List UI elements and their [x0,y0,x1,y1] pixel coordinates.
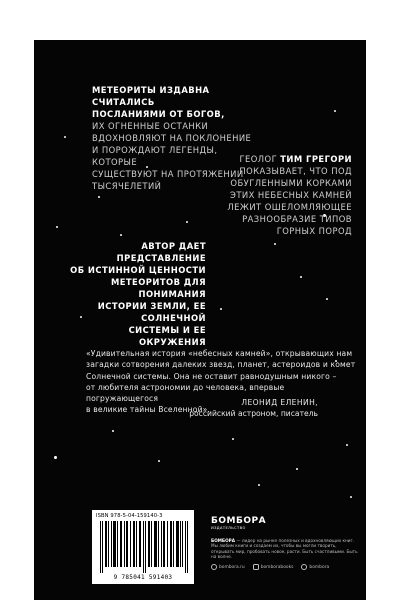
barcode-bars [100,521,188,573]
intro-heading-line-1: МЕТЕОРИТЫ ИЗДАВНА СЧИТАЛИСЬ [92,85,210,107]
author-name: ТИМ ГРЕГОРИ [280,154,352,164]
quote-attribution [189,397,318,420]
star [112,430,114,432]
author-prefix: ГЕОЛОГ [239,154,281,164]
quote-line-1: «Удивительная история «небесных камней», открывающих нам [86,349,353,358]
quote-line-3: Солнечной системы. Она не оставит равнодушным никого – [86,371,337,381]
barcode [92,510,194,584]
intro-line-4: СУЩЕСТВУЮТ НА ПРОТЯЖЕНИИ [92,169,244,179]
book-back-cover [34,40,366,600]
social-website[interactable] [211,564,245,570]
publisher-logo [211,516,266,530]
author-line-1 [212,153,352,165]
summary-line-5: СИСТЕМЫ И ЕЕ ОКРУЖЕНИЯ [128,325,206,347]
author-line-2: ПОКАЗЫВАЕТ, ЧТО ПОД [239,166,352,176]
instagram-icon [253,564,259,570]
slogan-brand: БОМБОРА [211,538,235,543]
star [98,196,100,198]
author-line-7: ГОРНЫХ ПОРОД [276,226,352,236]
star [296,468,298,470]
star [346,444,348,446]
social-telegram-text: bombora [309,564,330,570]
star [350,496,352,498]
quote-author-role: российский астроном, писатель [189,409,318,419]
author-line-3: ОБУГЛЕННЫМИ КОРКАМИ [230,178,352,188]
intro-line-5: ТЫСЯЧЕЛЕТИЙ [92,181,162,191]
star [56,226,58,228]
intro-line-3: И ПОРОЖДАЮТ ЛЕГЕНДЫ, КОТОРЫЕ [92,145,218,167]
author-line-5: ЛЕЖИТ ОШЕЛОМЛЯЮЩЕЕ [227,202,352,212]
summary-line-1: АВТОР ДАЕТ ПРЕДСТАВЛЕНИЕ [116,241,206,263]
publisher-logo-text: БОМБОРА [211,516,267,526]
star [300,276,302,278]
summary-line-4: ИСТОРИИ ЗЕМЛИ, ЕЕ СОЛНЕЧНОЙ [97,301,206,323]
intro-heading-line-2: ПОСЛАНИЯМИ ОТ БОГОВ, [92,109,225,119]
social-instagram-text: bomborabooks [260,564,294,570]
author-text-block [212,153,352,237]
summary-line-3: МЕТЕОРИТОВ ДЛЯ ПОНИМАНИЯ [110,277,206,299]
quote-line-5: в великие тайны Вселенной». [86,405,211,415]
star [258,484,260,486]
social-telegram[interactable] [301,564,329,570]
quote-line-2: загадки сотворения далеких звезд, планет, астероидов и комет [86,360,356,370]
summary-text-block [64,240,206,348]
summary-line-2: ОБ ИСТИННОЙ ЦЕННОСТИ [70,265,206,275]
star [158,460,160,462]
star [220,308,222,310]
star [54,456,57,459]
social-instagram[interactable] [253,564,294,570]
quote-author-name: ЛЕОНИД ЕЛЕНИН, [241,398,318,407]
star [274,243,276,245]
star [186,221,188,223]
slogan-text: — лидер на рынке полезных и вдохновляющих книг. Мы любим книги и создаем их, чтобы вы могли творить, открывать мир, пробовать новое, расти. Быть счастливыми. Быть на волне. [211,538,358,560]
intro-line-1: ИХ ОГНЕННЫЕ ОСТАНКИ [92,121,209,131]
isbn-label: ISBN 978-5-04-159140-3 [96,513,163,519]
publisher-slogan [211,538,361,560]
social-website-text: bombora.ru [219,564,245,570]
author-line-6: РАЗНООБРАЗИЕ ТИПОВ [242,214,352,224]
barcode-number: 9 785041 591403 [113,574,173,581]
publisher-logo-sub: ИЗДАТЕЛЬСТВО [211,526,246,530]
quote-line-4: от любителя астрономии до человека, впервые погружающегося [86,382,285,404]
publisher-social-links [211,564,329,570]
star [120,234,122,236]
globe-icon [211,564,217,570]
author-line-4: ЭТИХ НЕБЕСНЫХ КАМНЕЙ [230,190,352,200]
star [232,438,234,440]
star [326,298,328,300]
star [64,136,66,138]
intro-line-2: ВДОХНОВЛЯЮТ НА ПОКЛОНЕНИЕ [92,133,252,143]
telegram-icon [301,564,307,570]
star [334,110,336,112]
